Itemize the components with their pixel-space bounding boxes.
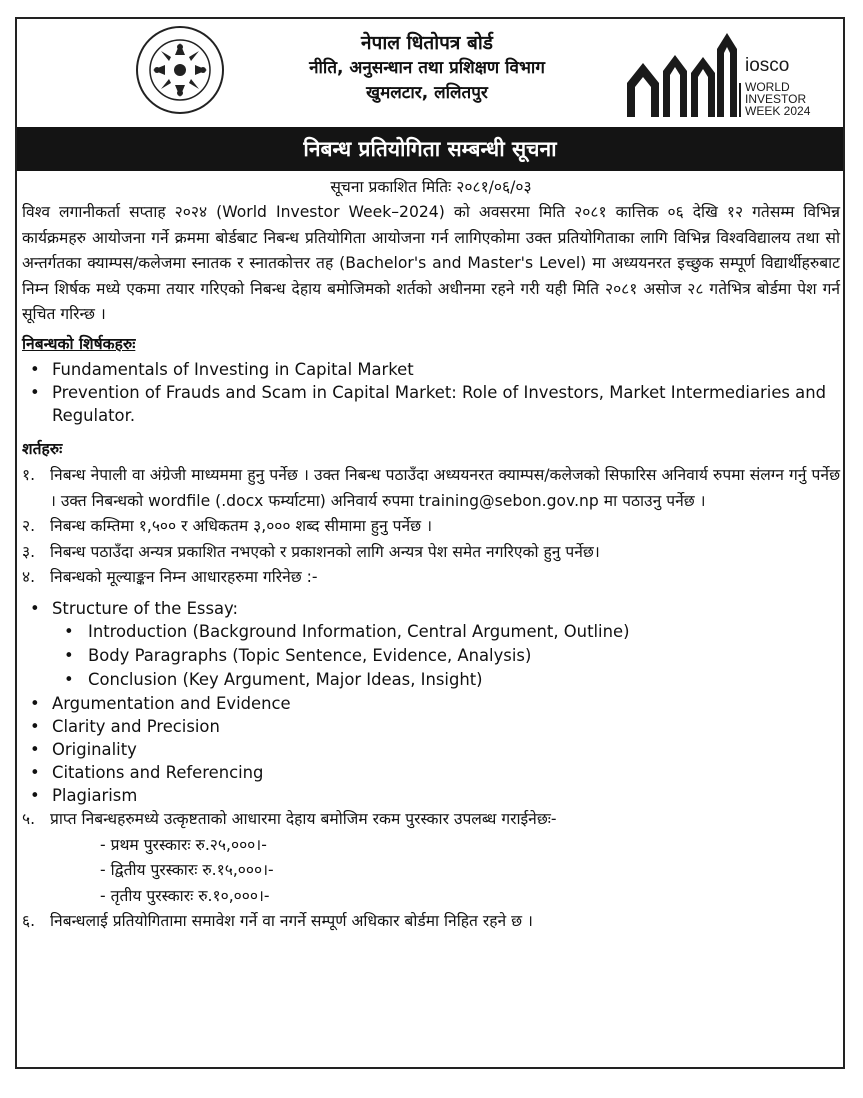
bullet-icon: • — [30, 716, 40, 736]
department-name: नीति, अनुसन्धान तथा प्रशिक्षण विभाग — [309, 58, 545, 78]
criteria-structure: • Structure of the Essay: — [30, 598, 239, 618]
criteria-item: • Clarity and Precision — [30, 716, 220, 736]
bullet-icon: • — [64, 645, 74, 665]
criteria-item: • Argumentation and Evidence — [30, 693, 291, 713]
prize-item: - तृतीय पुरस्कारः रु.१०,०००।- — [100, 886, 270, 905]
bullet-icon: • — [30, 785, 40, 805]
topic-item: • Prevention of Frauds and Scam in Capital Market: Role of Investors, Market Intermediaries and Regulator. — [30, 382, 826, 425]
wiw-line3: WEEK 2024 — [745, 104, 811, 118]
condition-item: १. निबन्ध नेपाली वा अंग्रेजी माध्यममा हुनु पर्नेछ । उक्त निबन्ध पठाउँदा अध्ययनरत क्याम्पस/कलेजको सिफारिस अनिवार्य रुपमा संलग्न गर्नु पर्नेछ । उक्त निबन्धको wordfile (.docx फर्म्याटमा) अनिवार्य रुपमा training@sebon.gov.np मा पठाउनु पर्नेछ । — [22, 465, 840, 510]
structure-subitem: • Introduction (Background Information, Central Argument, Outline) — [22, 620, 840, 644]
criteria-item: • Originality — [30, 739, 137, 759]
topic-item: • Fundamentals of Investing in Capital Market — [30, 359, 414, 379]
final-condition: ६. निबन्धलाई प्रतियोगितामा समावेश गर्ने वा नगर्ने सम्पूर्ण अधिकार बोर्डमा निहित रहने छ । — [22, 912, 533, 931]
structure-subitem: • Conclusion (Key Argument, Major Ideas, Insight) — [22, 668, 840, 692]
bullet-icon: • — [30, 359, 40, 379]
bullet-icon: • — [64, 669, 74, 689]
conditions-heading: शर्तहरुः — [22, 439, 63, 458]
structure-subitem: • Body Paragraphs (Topic Sentence, Evidence, Analysis) — [22, 644, 840, 668]
notice-title-banner: निबन्ध प्रतियोगिता सम्बन्धी सूचना — [17, 127, 843, 171]
bullet-icon: • — [30, 598, 40, 618]
bullet-icon: • — [64, 621, 74, 641]
org-name: नेपाल धितोपत्र बोर्ड — [361, 32, 493, 54]
condition-item: २. निबन्ध कम्तिमा १,५०० र अधिकतम ३,००० शब्द सीमामा हुनु पर्नेछ । — [22, 517, 432, 536]
prize-item: - द्वितीय पुरस्कारः रु.१५,०००।- — [100, 861, 274, 880]
bullet-icon: • — [30, 693, 40, 713]
wiw-line1: WORLD — [745, 80, 790, 94]
prize-heading: ५. प्राप्त निबन्धहरुमध्ये उत्कृष्टताको आधारमा देहाय बमोजिम रकम पुरस्कार उपलब्ध गराईनेछः- — [22, 809, 557, 828]
organization-block — [227, 31, 627, 106]
topics-heading: निबन्धको शिर्षकहरुः — [22, 334, 136, 353]
bullet-icon: • — [30, 762, 40, 782]
condition-item: ४. निबन्धको मूल्याङ्कन निम्न आधारहरुमा गरिनेछ :- — [22, 568, 318, 587]
notice-body — [22, 174, 840, 935]
org-address: खुमलटार, ललितपुर — [366, 83, 488, 103]
iosco-text: iosco — [745, 55, 790, 76]
sebon-seal-logo — [135, 25, 225, 115]
criteria-item: • Citations and Referencing — [30, 762, 264, 782]
notice-frame — [15, 17, 845, 1069]
world-investor-week-logo — [617, 27, 817, 119]
header — [17, 19, 843, 125]
intro-paragraph: विश्व लगानीकर्ता सप्ताह २०२४ (World Investor Week–2024) को अवसरमा मिति २०८१ कात्तिक ०६ देखि १२ गतेसम्म विभिन्न कार्यक्रमहरु आयोजना गर्ने क्रममा बोर्डबाट निबन्ध प्रतियोगिता आयोजना गर्न लागिएकोमा उक्त प्रतियोगिताका लागि विभिन्न विश्वविद्यालय तथा सो अन्तर्गतका क्याम्पस/कलेजमा स्नातक र स्नातकोत्तर तह (Bachelor's and Master's Level) मा अध्ययनरत इच्छुक सम्पूर्ण विद्यार्थीहरुबाट निम्न शिर्षक मध्ये एकमा तयार गरिएको निबन्ध देहाय बमोजिमको शर्तको अधीनमा रहने गरी यही मिति २०८१ असोज २८ गतेभित्र बोर्डमा पेश गर्न सूचित गरिन्छ । — [22, 203, 841, 324]
criteria-item: • Plagiarism — [30, 785, 138, 805]
wiw-line2: INVESTOR — [745, 92, 807, 106]
condition-item: ३. निबन्ध पठाउँदा अन्यत्र प्रकाशित नभएको र प्रकाशनको लागि अन्यत्र पेश समेत नगरिएको हुनु पर्नेछ। — [22, 542, 600, 561]
bullet-icon: • — [30, 382, 40, 402]
published-date: सूचना प्रकाशित मितिः २०८१/०६/०३ — [330, 178, 532, 196]
bullet-icon: • — [30, 739, 40, 759]
prize-item: - प्रथम पुरस्कारः रु.२५,०००।- — [100, 835, 267, 854]
